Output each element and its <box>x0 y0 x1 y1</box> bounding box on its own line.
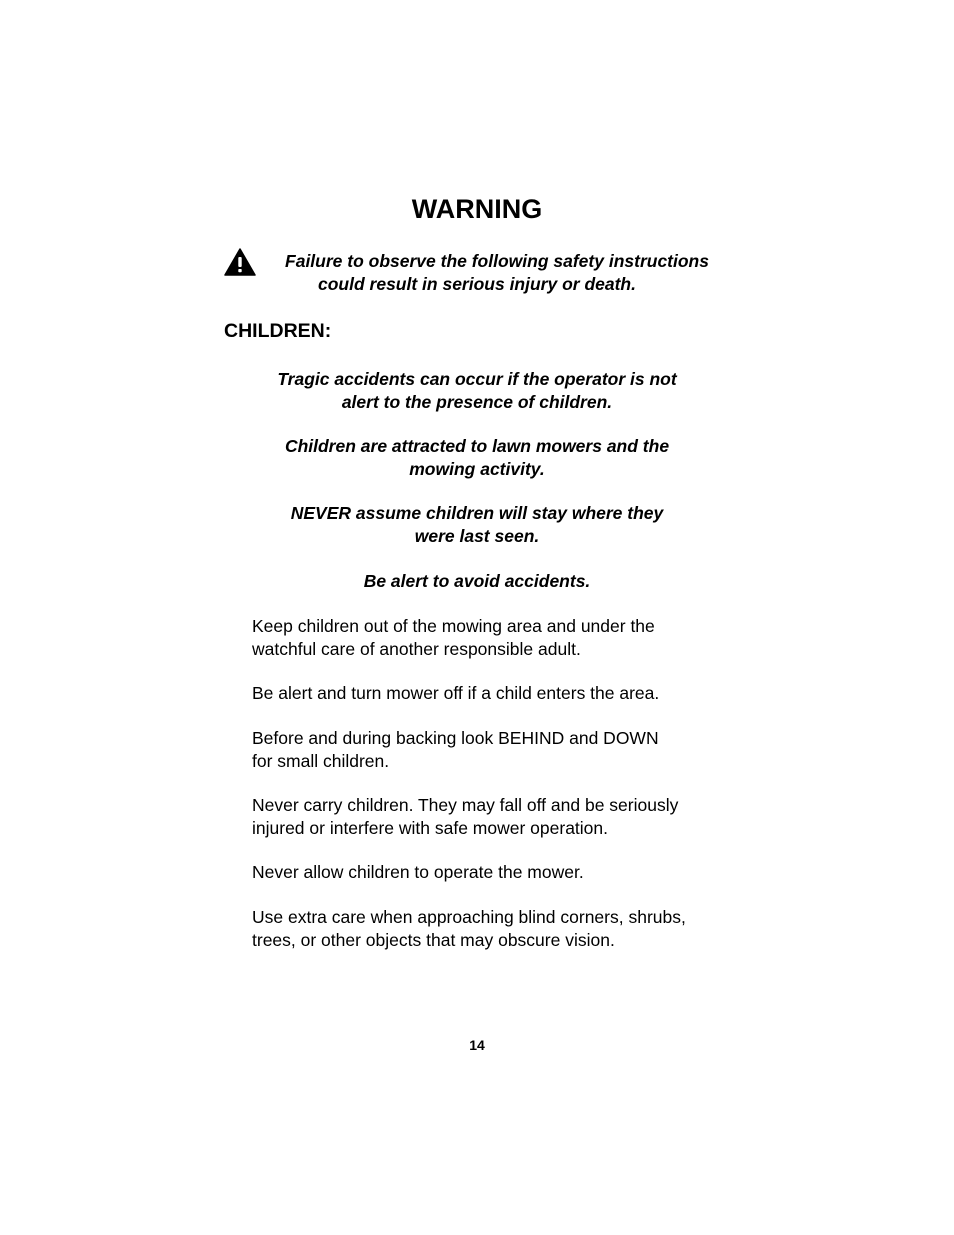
instruction-line: Never allow children to operate the mower. <box>252 862 584 882</box>
emphasis-line: NEVER assume children will stay where they <box>290 503 664 523</box>
instruction-line: Use extra care when approaching blind corners, shrubs, <box>252 907 686 927</box>
instruction-line: trees, or other objects that may obscure vision. <box>252 929 615 950</box>
emphasis-line: Be alert to avoid accidents. <box>363 571 591 591</box>
emphasis-paragraph <box>0 435 954 480</box>
page-title: WARNING <box>411 194 543 224</box>
instruction-paragraph <box>252 794 732 839</box>
emphasis-line: Tragic accidents can occur if the operator is not <box>277 369 677 389</box>
emphasis-paragraph <box>0 502 954 547</box>
instruction-paragraph <box>252 906 732 951</box>
instruction-line: Before and during backing look BEHIND and DOWN <box>252 728 659 748</box>
instruction-paragraph <box>252 682 732 705</box>
instruction-line: injured or interfere with safe mower operation. <box>252 817 609 838</box>
instruction-line: Keep children out of the mowing area and under the <box>252 616 655 636</box>
instruction-line: Be alert and turn mower off if a child enters the area. <box>252 683 660 703</box>
instruction-paragraph <box>252 727 732 772</box>
instruction-line: for small children. <box>252 750 390 771</box>
page-number: 14 <box>469 1037 485 1053</box>
emphasis-paragraph <box>0 368 954 413</box>
emphasis-paragraph <box>0 570 954 593</box>
instruction-line: Never carry children. They may fall off and be seriously <box>252 795 679 815</box>
warning-message <box>224 250 730 295</box>
warning-line: Failure to observe the following safety instructions <box>285 251 709 271</box>
instruction-paragraph <box>252 615 732 660</box>
emphasis-line: alert to the presence of children. <box>341 391 613 412</box>
emphasis-line: were last seen. <box>414 525 540 546</box>
emphasis-line: Children are attracted to lawn mowers and the <box>284 436 670 456</box>
emphasis-line: mowing activity. <box>409 458 545 479</box>
instruction-line: watchful care of another responsible adult. <box>252 638 581 659</box>
section-heading: CHILDREN: <box>224 320 332 342</box>
warning-line: could result in serious injury or death. <box>318 273 636 294</box>
instruction-paragraph <box>252 861 732 884</box>
